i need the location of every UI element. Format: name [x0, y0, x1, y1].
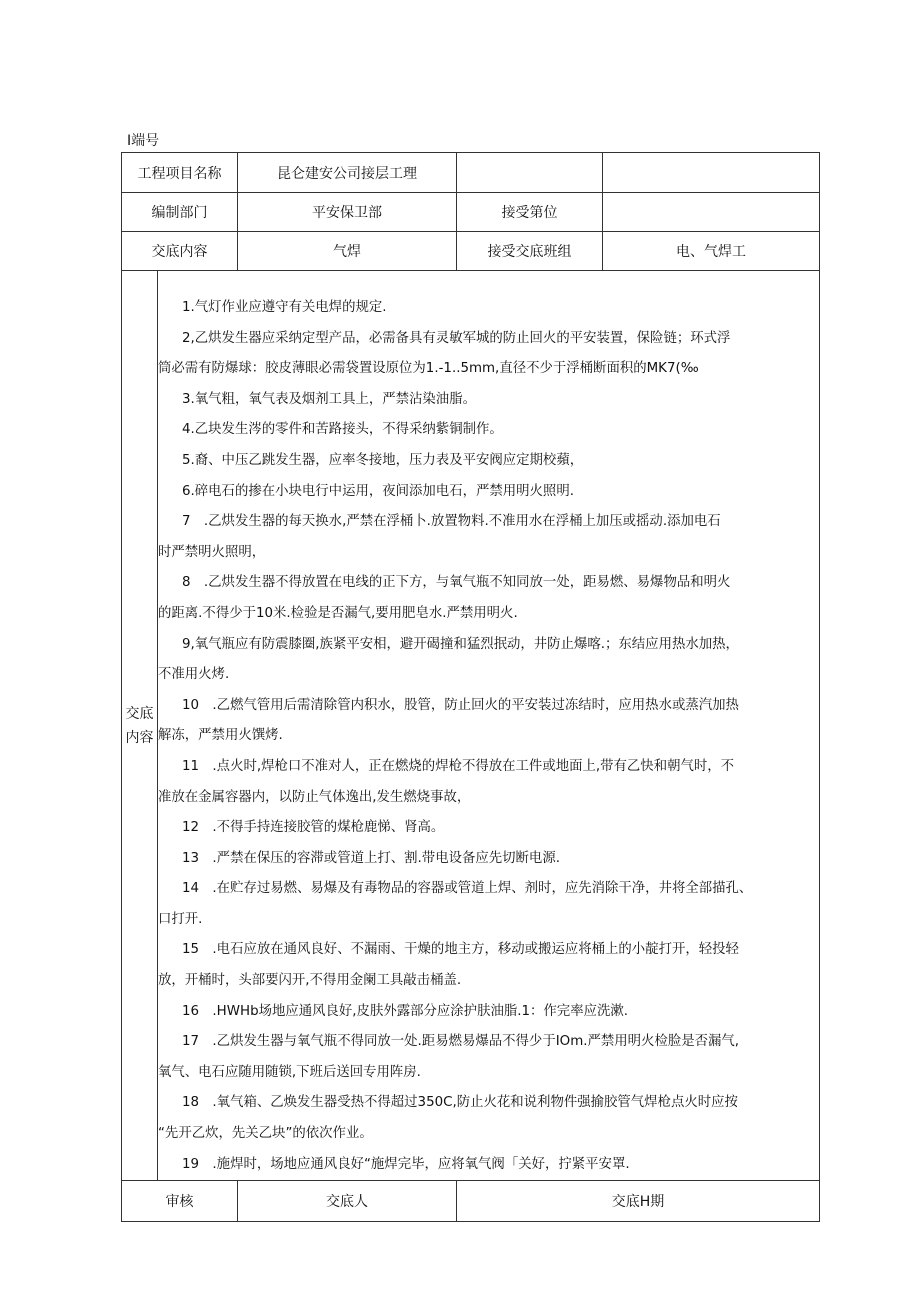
- content-line: 6.碎电石的掺在小块电行中运用，夜间添加电石，严禁用明火照明.: [182, 483, 574, 499]
- briefing-content-value: 气焊: [238, 232, 457, 271]
- content-line: 的距离.不得少于10米.检验是否漏气,要用肥皂水.严禁用明火.: [158, 605, 518, 621]
- content-line: 4.乙块发生涔的零件和苦路接头，不得采纳紫铜制作。: [182, 422, 503, 438]
- content-lines: [158, 293, 817, 1180]
- content-line: 19 .施焊时，场地应通风良好“施焊完毕，应将氧气阀「关好，拧紧平安罩.: [182, 1156, 630, 1172]
- department-value: 平安保卫部: [238, 193, 457, 232]
- receiving-unit-label: 接受第位: [457, 193, 603, 232]
- content-line: 18 .氧气箱、乙焕发生器受热不得超过350C,防止火花和说利物件强揄胶管气焊枪点火时应按: [182, 1095, 738, 1111]
- content-line: 12 .不得手持连接胶管的煤枪鹿悌、肾高。: [182, 820, 445, 836]
- content-body: [158, 271, 820, 1181]
- content-line: 17 .乙烘发生器与氧气瓶不得同放一处.距易燃易爆品不得少于IOm.严禁用明火检脸是否漏气,: [182, 1034, 740, 1050]
- content-side-label: [122, 271, 158, 1181]
- footer-row: [122, 1181, 820, 1222]
- content-line: 口打开.: [158, 911, 203, 927]
- date-label: 交底H期: [457, 1181, 820, 1222]
- project-name-label: 工程项目名称: [122, 153, 238, 193]
- receiving-team-label: 接受交底班组: [457, 232, 603, 271]
- content-line: 3.氧气粗，氧气表及烟剂工具上，严禁沾染油脂。: [182, 391, 476, 407]
- content-line: 时严禁明火照明，: [158, 544, 266, 560]
- header-row-project: [122, 153, 820, 193]
- presenter-label: 交底人: [238, 1181, 457, 1222]
- header-row-content: [122, 232, 820, 271]
- receiving-unit-value: [603, 193, 820, 232]
- content-line: 筒必需有防爆球：胶皮薄眼必需袋置设原位为1.-1..5mm,直径不少于浮桶断面积的MK7(‰: [158, 361, 699, 377]
- content-line: 1.气灯作业应遵守有关电焊的规定.: [182, 300, 387, 315]
- content-line: 2,乙烘发生器应采纳定型产品，必需备具有灵敏军城的防止回火的平安装置，保险链；环式浮: [182, 330, 731, 346]
- empty-cell: [603, 153, 820, 193]
- header-row-department: [122, 193, 820, 232]
- side-label-line2: 内容: [125, 729, 154, 746]
- project-name-value: 昆仑建安公司接层工理: [238, 153, 457, 193]
- content-line: 解冻，严禁用火馔烤.: [158, 728, 283, 744]
- safety-briefing-form: [121, 152, 820, 1222]
- department-label: 编制部门: [122, 193, 238, 232]
- content-line: 氧气、电石应随用随锁,下班后送回专用阵房.: [158, 1064, 421, 1080]
- content-line: 准放在金属容器内，以防止气体逸出,发生燃烧事故，: [158, 789, 471, 805]
- content-line: 7 .乙烘发生器的每天换水,严禁在浮桶卜.放置物料.不准用水在浮桶上加压或摇动.添加电石: [182, 514, 721, 530]
- content-line: 9,氧气瓶应有防震膝圈,族紧平安相，避开碣撞和猛烈抿动，井防止爆喀.；东结应用热水加热，: [182, 636, 739, 652]
- content-line: 16 .HWHb场地应通风良好,皮肤外露部分应涂护肤油脂.1：作完率应洗漱.: [182, 1003, 629, 1019]
- content-row: [122, 271, 820, 1181]
- content-line: 10 .乙燃气管用后需清除管内积水，股管，防止回火的平安装过冻结时，应用热水或蒸汽加热: [182, 697, 739, 713]
- empty-cell: [457, 153, 603, 193]
- side-label-line1: 交底: [125, 705, 154, 722]
- document-number-label: I端号: [127, 133, 160, 149]
- briefing-content-label: 交底内容: [122, 232, 238, 271]
- content-line: “先开乙炊，先关乙块”的依次作业。: [158, 1126, 373, 1142]
- content-line: 不准用火烤.: [158, 667, 230, 683]
- content-line: 14 .在贮存过易燃、易爆及有毒物品的容器或管道上焊、剂时，应先消除干净，井将全部描孔、: [182, 881, 753, 897]
- review-label: 审核: [122, 1181, 238, 1222]
- content-line: 8 .乙烘发生器不得放置在电线的正下方，与氧气瓶不知同放一处，距易燃、易爆物品和明火: [182, 575, 731, 591]
- content-line: 13 .严禁在保压的容滞或管道上打、割.带电设备应先切断电源.: [182, 850, 560, 866]
- content-line: 11 .点火时,焊枪口不准对人，正在燃烧的焊枪不得放在工件或地面上,带有乙快和朝气时，不: [182, 758, 735, 774]
- receiving-team-value: 电、气焊工: [603, 232, 820, 271]
- content-line: 15 .电石应放在通风良好、不漏雨、干燥的地主方，移动或搬运应将桶上的小靛打开，轻投轻: [182, 942, 739, 958]
- content-line: 放，开桶时，头部要闪开,不得用金阑工具敲击桶盖.: [158, 973, 462, 989]
- content-line: 5.裔、中压乙跳发生器，应率冬接地，压力表及平安阀应定期校蘋，: [182, 452, 584, 468]
